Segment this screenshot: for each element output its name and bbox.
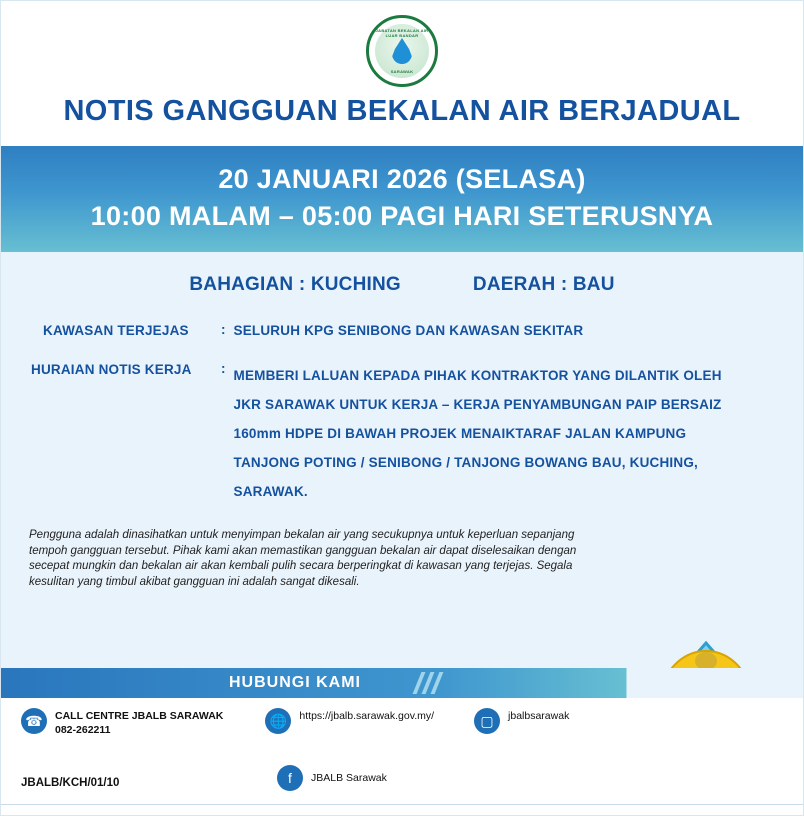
instagram-icon: ▢ <box>474 708 500 734</box>
footer-divider <box>1 804 803 805</box>
work-description-colon: : <box>221 361 226 377</box>
region-row <box>29 274 775 296</box>
instagram-handle[interactable]: jbalbsarawak <box>508 710 570 722</box>
call-centre-text <box>55 708 223 737</box>
work-description-line: SARAWAK. <box>233 484 308 500</box>
logo-outer-ring <box>366 15 438 87</box>
website-contact[interactable] <box>265 708 434 734</box>
work-description-line: TANJONG POTING / SENIBONG / TANJONG BOWANG BAU, KUCHING, <box>233 455 698 471</box>
reference-number: JBALB/KCH/01/10 <box>21 777 120 789</box>
contact-band <box>1 668 803 698</box>
work-description-line: JKR SARAWAK UNTUK KERJA – KERJA PENYAMBUNGAN PAIP BERSAIZ <box>233 397 722 413</box>
instagram-contact[interactable] <box>474 708 569 734</box>
work-description-value <box>234 361 722 506</box>
water-drop-icon <box>392 38 412 64</box>
logo-inner-disc <box>375 24 429 78</box>
jbalb-logo <box>366 15 438 87</box>
page-title: NOTIS GANGGUAN BEKALAN AIR BERJADUAL <box>63 95 741 127</box>
poster-header <box>1 1 803 146</box>
band-decoration <box>417 672 439 694</box>
call-centre-name: CALL CENTRE JBALB SARAWAK <box>55 710 224 722</box>
call-centre-number: 082-262211 <box>55 724 111 737</box>
contact-band-title: HUBUNGI KAMI <box>229 674 361 691</box>
facebook-contact[interactable] <box>277 765 387 791</box>
date-banner <box>1 146 803 252</box>
logo-top-text: JABATAN BEKALAN AIR LUAR BANDAR <box>375 28 429 38</box>
work-description-line: 160mm HDPE DI BAWAH PROJEK MENAIKTARAF JALAN KAMPUNG <box>233 426 687 442</box>
affected-area-value: SELURUH KPG SENIBONG DAN KAWASAN SEKITAR <box>233 323 584 338</box>
poster-footer <box>1 698 803 815</box>
division-label: BAHAGIAN : KUCHING <box>189 274 401 295</box>
call-centre-contact <box>21 708 223 737</box>
notice-time-range: 10:00 MALAM – 05:00 PAGI HARI SETERUSNYA <box>90 201 714 231</box>
facebook-icon: f <box>277 765 303 791</box>
work-description-label: HURAIAN NOTIS KERJA <box>31 362 192 378</box>
facebook-handle[interactable]: JBALB Sarawak <box>311 772 387 785</box>
affected-area-row <box>29 322 775 339</box>
globe-icon: 🌐 <box>265 708 291 734</box>
work-description-line: MEMBERI LALUAN KEPADA PIHAK KONTRAKTOR YANG DILANTIK OLEH <box>233 368 722 384</box>
website-url[interactable]: https://jbalb.sarawak.gov.my/ <box>299 710 435 722</box>
affected-area-colon: : <box>221 322 226 337</box>
phone-icon: ☎ <box>21 708 47 734</box>
district-label: DAERAH : BAU <box>472 274 615 295</box>
notice-date: 20 JANUARI 2026 (SELASA) <box>218 164 586 194</box>
affected-area-label: KAWASAN TERJEJAS <box>43 323 189 338</box>
work-description-row <box>29 361 775 506</box>
advisory-note: Pengguna adalah dinasihatkan untuk menyimpan bekalan air yang secukupnya untuk keperluan sepanjang tempoh gangguan tersebut. Pihak kami akan memastikan gangguan bekalan air dapat diselesaikan dengan secepat mungkin dan bekalan air akan kembali pulih secara berperingkat di kawasan yang terjejas. Segala kesulitan yang timbul akibat gangguan ini adalah sangat dikesali. <box>29 529 577 588</box>
footer-contacts <box>21 708 783 737</box>
logo-bottom-text: SARAWAK <box>390 69 414 74</box>
